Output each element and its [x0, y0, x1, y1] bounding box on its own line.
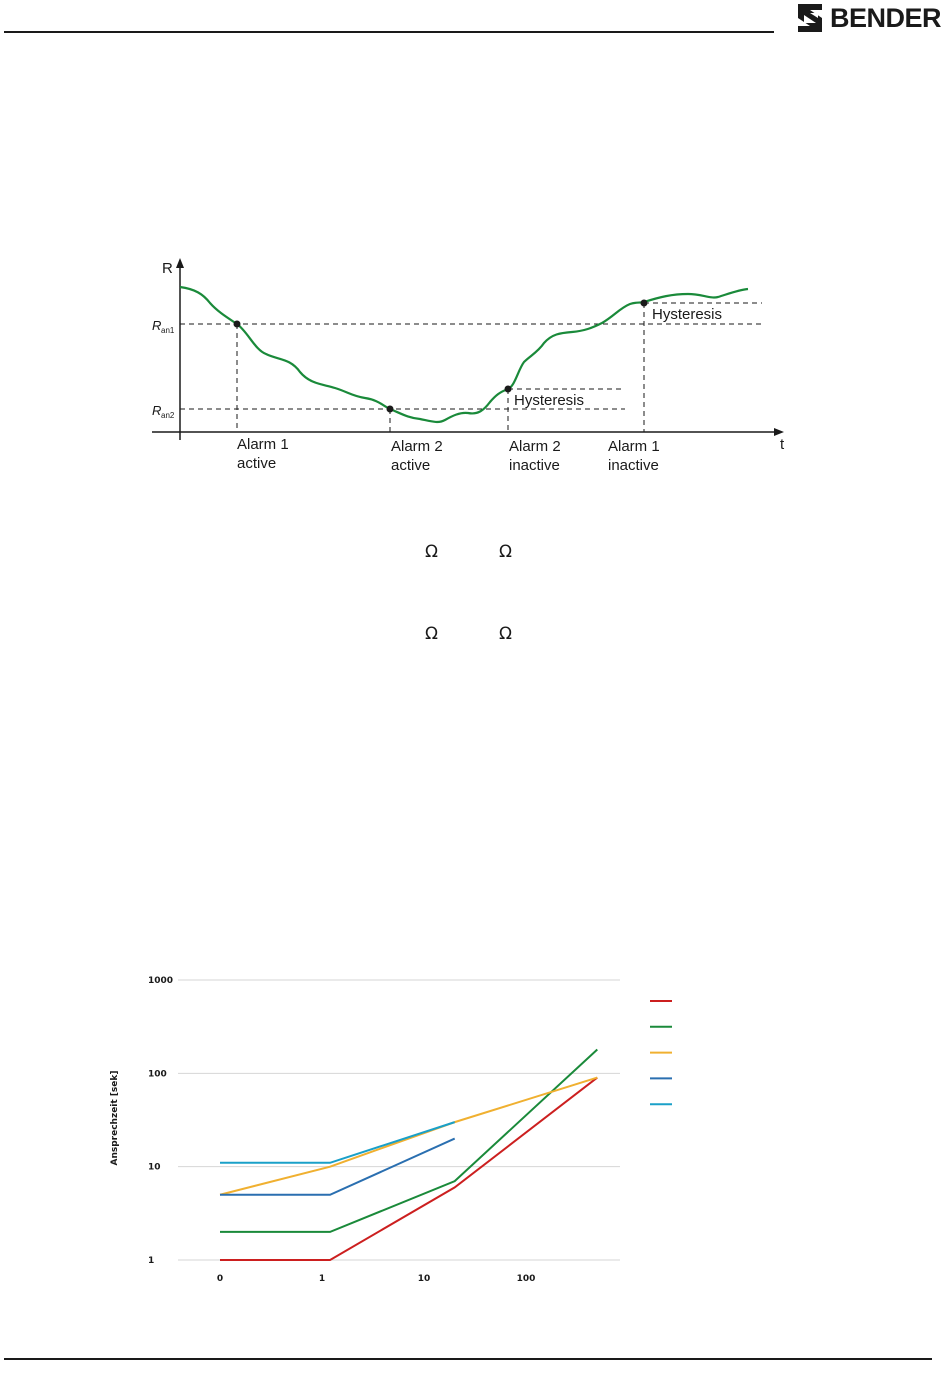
event-4-point [641, 300, 648, 307]
event-2-line2: active [391, 457, 431, 474]
header-rule [4, 31, 774, 33]
chart-y-tick-label: 100 [148, 1069, 167, 1080]
chart-x-tick-label: 100 [516, 1274, 536, 1284]
threshold-1-subscript: an1 [161, 326, 175, 335]
chart-y-axis-label: Ansprechzeit [sek] [110, 1070, 120, 1166]
hysteresis-label-lower: Hysteresis [514, 392, 585, 409]
threshold-2-symbol: R [152, 403, 162, 418]
event-3-point [505, 386, 512, 393]
event-2-line1: Alarm 2 [391, 438, 443, 455]
bender-logo-icon [796, 2, 828, 34]
event-3-line1: Alarm 2 [509, 438, 561, 455]
response-time-chart [0, 960, 950, 1300]
chart-series-line [220, 1122, 455, 1163]
footer-rule [4, 1358, 932, 1360]
chart-x-tick-label: 10 [417, 1274, 431, 1284]
event-1-point [234, 321, 241, 328]
x-axis-arrow [774, 428, 784, 436]
chart-x-tick-label: 0 [216, 1274, 224, 1284]
event-4-line2: inactive [608, 457, 659, 474]
chart-x-tick-label: 1 [318, 1274, 326, 1284]
brand-name: BENDER [830, 3, 942, 33]
unit-omega: Ω [425, 542, 438, 562]
chart-y-tick-label: 1000 [148, 976, 174, 986]
event-1-line1: Alarm 1 [237, 436, 289, 453]
bender-logo [796, 2, 942, 34]
threshold-2-subscript: an2 [161, 411, 175, 420]
event-4-line1: Alarm 1 [608, 438, 660, 455]
chart-y-tick-label: 1 [148, 1256, 155, 1266]
event-2-point [387, 406, 394, 413]
event-1-line2: active [237, 455, 277, 472]
event-3-line2: inactive [509, 457, 560, 474]
unit-omega: Ω [425, 624, 438, 644]
y-axis-label: R [162, 260, 173, 277]
unit-omega: Ω [499, 624, 512, 644]
unit-omega: Ω [499, 542, 512, 562]
chart-series-line [220, 1050, 597, 1232]
x-axis-label: t [780, 436, 785, 453]
threshold-1-symbol: R [152, 318, 162, 333]
y-axis-arrow [176, 258, 184, 268]
hysteresis-label-upper: Hysteresis [652, 306, 723, 323]
chart-y-tick-label: 10 [148, 1162, 161, 1173]
hysteresis-diagram [0, 240, 950, 490]
